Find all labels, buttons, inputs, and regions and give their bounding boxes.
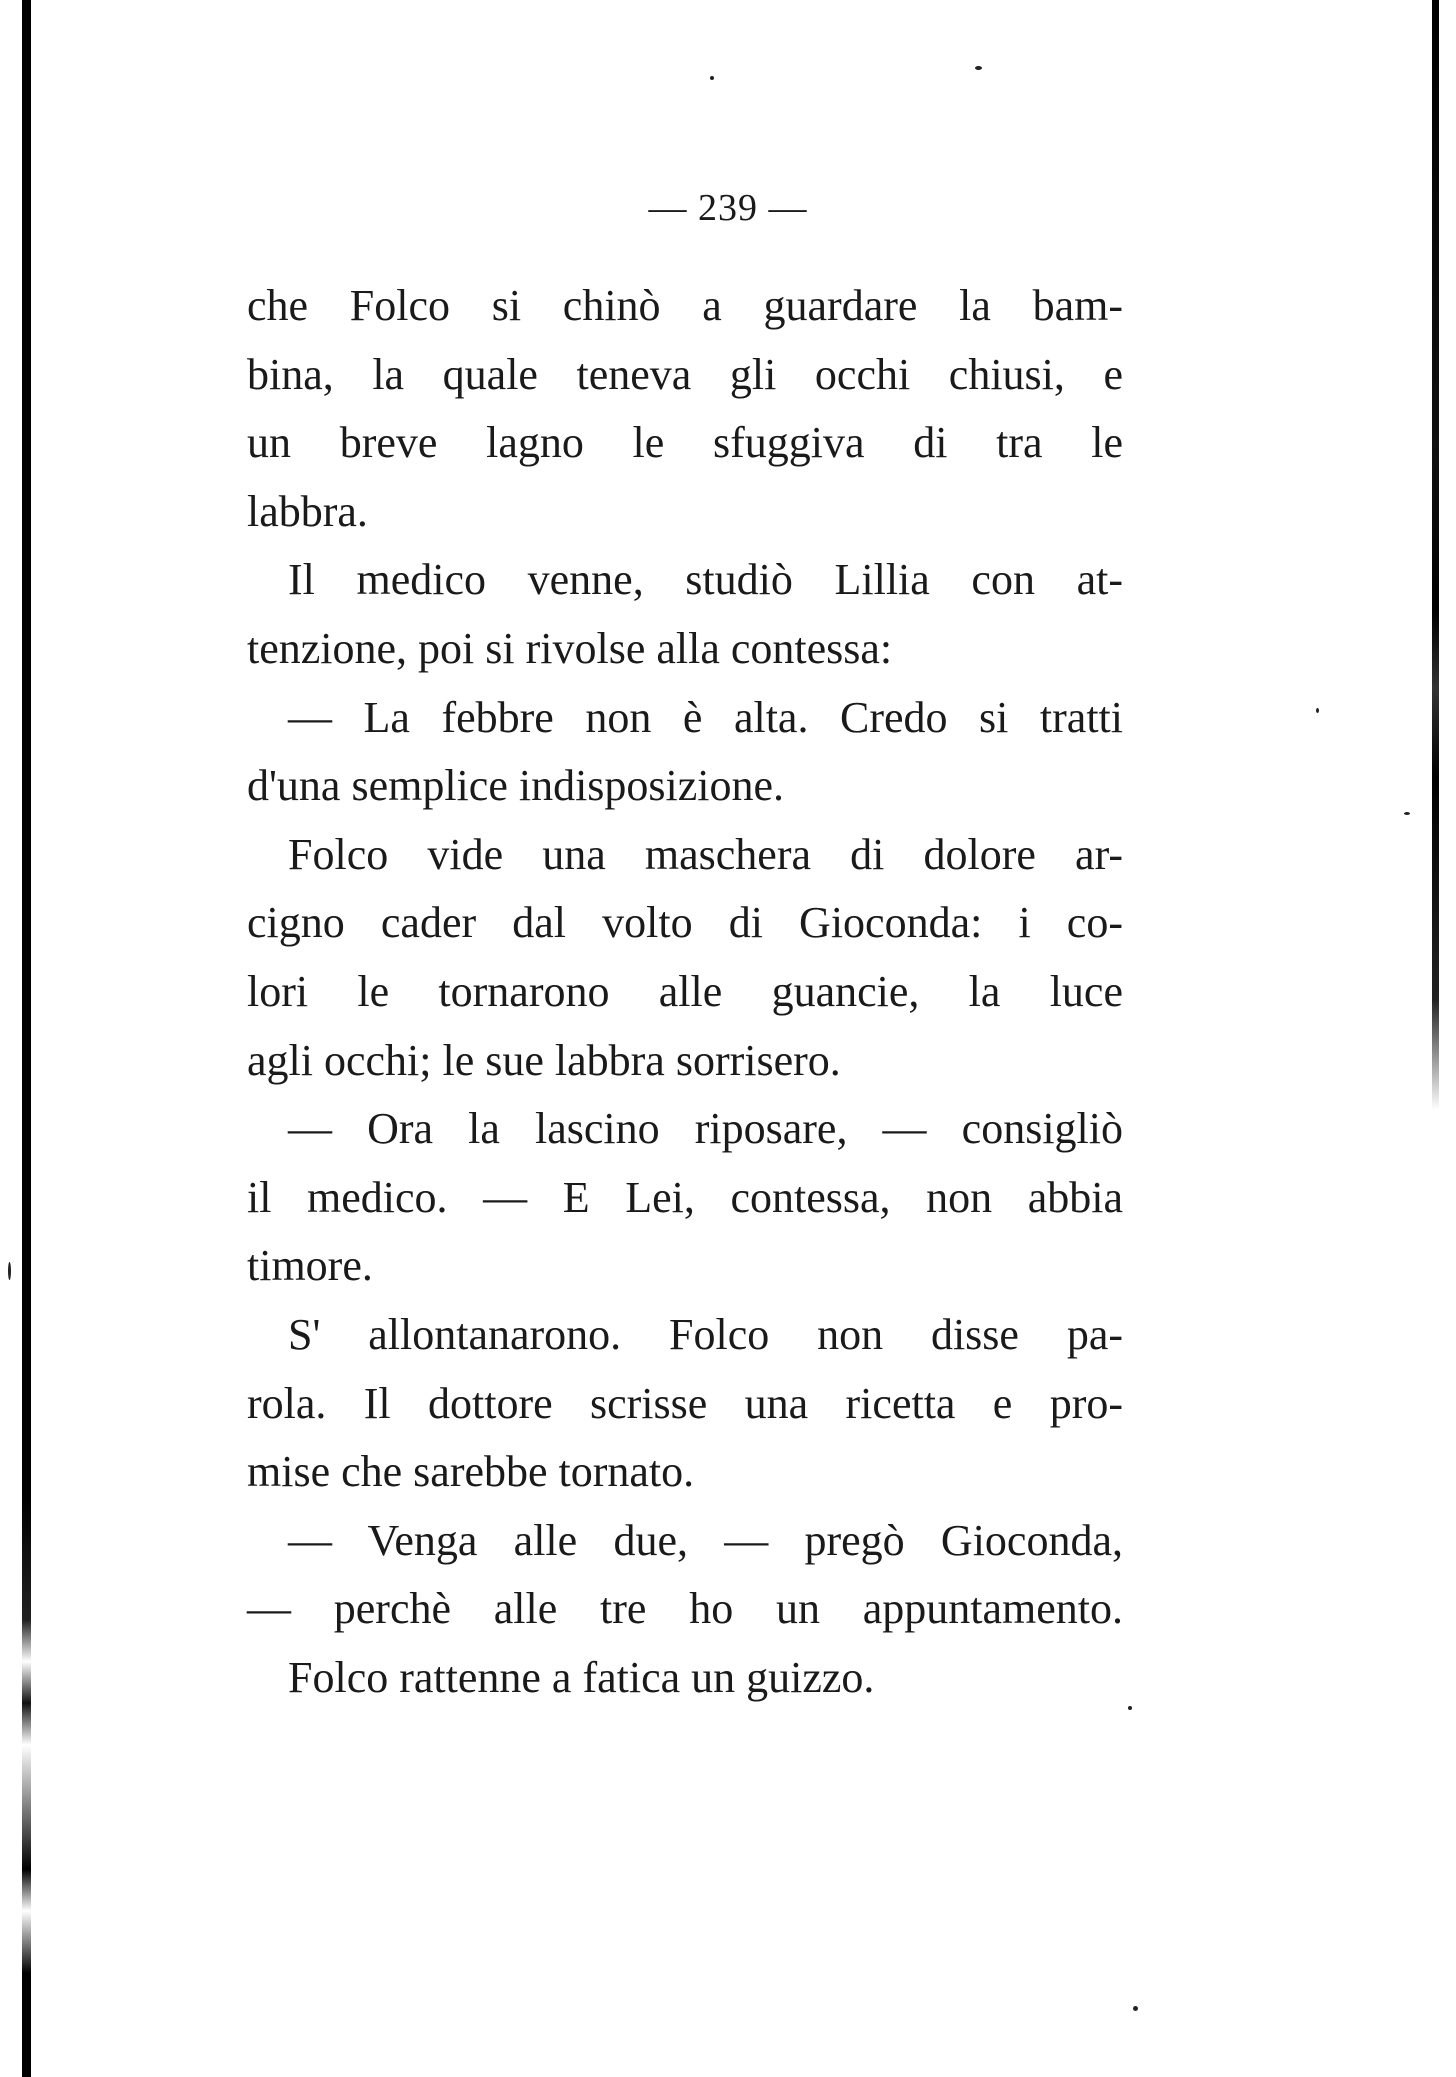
- scan-speck: [1133, 2006, 1138, 2011]
- scan-left-edge: [22, 0, 31, 2077]
- text-line: S' allontanarono. Folco non disse pa-: [288, 1309, 1123, 1359]
- text-line: mise che sarebbe tornato.: [247, 1447, 695, 1497]
- text-line: — La febbre non è alta. Credo si tratti: [288, 692, 1123, 742]
- text-line: che Folco si chinò a guardare la bam-: [247, 281, 1123, 330]
- scan-speck: [710, 76, 714, 80]
- text-line: rola. Il dottore scrisse una ricetta e pro-: [247, 1378, 1123, 1428]
- text-line: tenzione, poi si rivolse alla contessa:: [247, 623, 893, 673]
- text-line: un breve lagno le sfuggiva di tra le: [247, 418, 1123, 468]
- text-line: d'una semplice indisposizione.: [247, 761, 785, 811]
- text-line: timore.: [247, 1241, 373, 1291]
- text-line: lori le tornarono alle guancie, la luce: [247, 966, 1123, 1016]
- text-line: agli occhi; le sue labbra sorrisero.: [247, 1035, 841, 1085]
- text-line: — perchè alle tre ho un appuntamento.: [247, 1584, 1123, 1634]
- scan-speck: [8, 1262, 11, 1280]
- scan-speck: [1316, 708, 1319, 713]
- text-line: bina, la quale teneva gli occhi chiusi, e: [247, 349, 1123, 399]
- page-number: — 239 —: [648, 187, 808, 229]
- scan-speck: [975, 66, 982, 70]
- text-line: il medico. — E Lei, contessa, non abbia: [247, 1172, 1123, 1222]
- text-line: Folco rattenne a fatica un guizzo.: [288, 1652, 875, 1702]
- text-line: cigno cader dal volto di Gioconda: i co-: [247, 898, 1123, 948]
- body-text: [247, 272, 1123, 1712]
- text-line: Il medico venne, studiò Lillia con at-: [288, 555, 1123, 605]
- scan-speck: [1128, 1706, 1132, 1710]
- text-line: — Ora la lascino riposare, — consigliò: [288, 1104, 1123, 1154]
- scan-speck: [1404, 812, 1410, 815]
- text-line: Folco vide una maschera di dolore ar-: [288, 829, 1123, 879]
- text-line: — Venga alle due, — pregò Gioconda,: [288, 1515, 1123, 1565]
- scan-right-edge: [1432, 0, 1439, 1110]
- text-line: labbra.: [247, 486, 368, 536]
